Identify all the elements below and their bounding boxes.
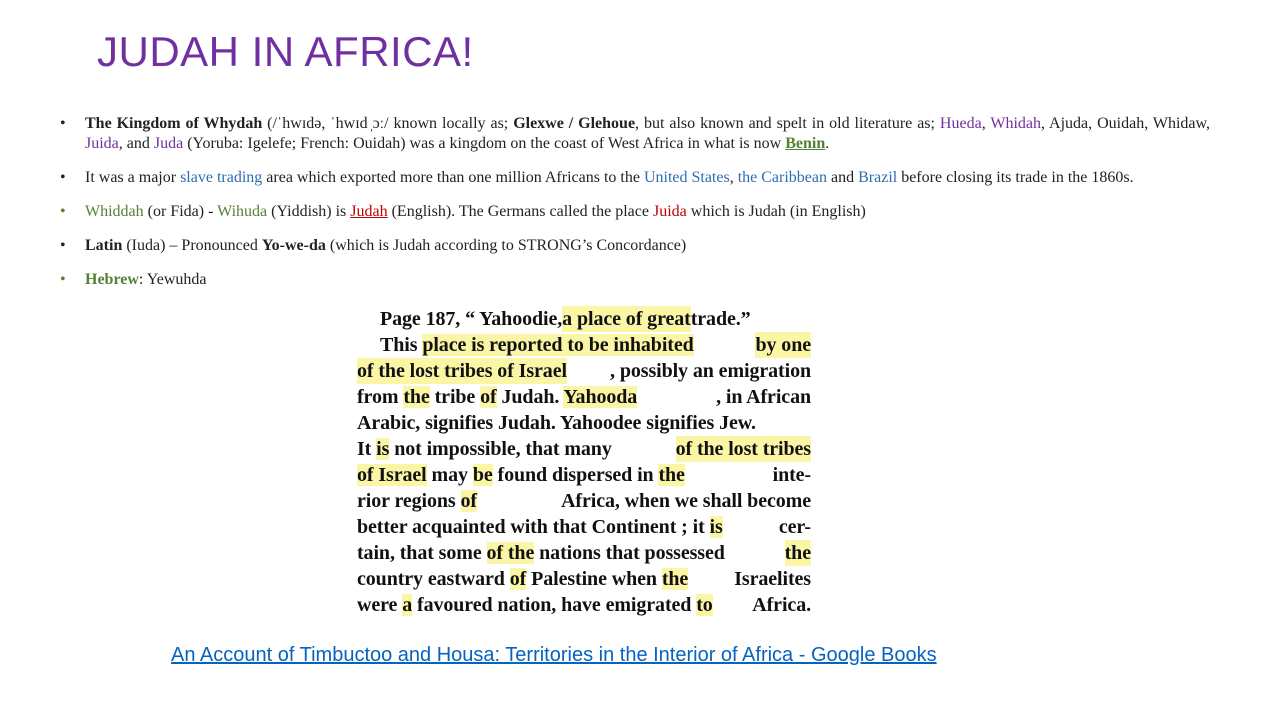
excerpt-text: , possibly an emigration xyxy=(610,360,811,382)
excerpt-highlight: of xyxy=(509,568,527,590)
excerpt-line xyxy=(357,592,811,618)
text-latin: Latin xyxy=(85,237,123,254)
excerpt-line xyxy=(357,566,811,592)
excerpt-highlight: of the lost tribes of Israel xyxy=(357,360,567,382)
text-united-states: United States xyxy=(643,169,730,186)
excerpt-line xyxy=(357,462,811,488)
excerpt-line xyxy=(357,540,811,566)
text-juida: Juida xyxy=(652,203,687,220)
text-yoruba-kingdom: (Yoruba: Igelefe; French: Ouidah) was a kingdom on the coast of West Africa in what is now xyxy=(183,135,786,152)
excerpt-highlight: is xyxy=(376,438,390,460)
excerpt-highlight: of the lost tribes xyxy=(675,438,811,460)
text-also-known: , but also known and spelt in old literature as; xyxy=(635,115,940,132)
excerpt-highlight: the xyxy=(784,542,811,564)
text-caribbean: the Caribbean xyxy=(737,169,827,186)
excerpt-line xyxy=(357,332,811,358)
excerpt-highlight: the xyxy=(661,568,689,590)
text-closing: before closing its trade in the 1860s. xyxy=(897,169,1134,186)
text-hebrew: Hebrew xyxy=(85,271,139,288)
bullet-marker: • xyxy=(60,169,66,186)
text-pronunciation: (/ˈhwɪdə, ˈhwɪd ̩ɔː/ known locally as; xyxy=(262,115,514,132)
bullet-marker: • xyxy=(60,203,66,220)
excerpt-highlight: of Israel xyxy=(357,464,427,486)
text-slave-trading: slave trading xyxy=(180,169,263,186)
excerpt-highlight: place is reported to be inhabited xyxy=(422,334,694,356)
excerpt-highlight: be xyxy=(472,464,493,486)
text-germans: (English). The Germans called the place xyxy=(387,203,653,220)
bullet-item-hebrew xyxy=(60,270,1210,290)
excerpt-line xyxy=(357,410,811,436)
bullet-item-slave-trading xyxy=(60,168,1210,188)
excerpt-text: Africa. xyxy=(752,594,811,616)
text-wihuda: Wihuda xyxy=(217,203,268,220)
excerpt-line xyxy=(357,358,811,384)
excerpt-highlight: Yahooda xyxy=(563,386,638,408)
book-excerpt-image xyxy=(357,306,811,618)
text-comma: , xyxy=(729,169,738,186)
excerpt-text: This place is reported to be inhabited xyxy=(380,334,694,356)
excerpt-text: Arabic, signifies Judah. Yahoodee signifies Jew. xyxy=(357,412,756,434)
text-period: . xyxy=(825,135,830,152)
bullet-marker: • xyxy=(60,271,66,288)
excerpt-text: were a favoured nation, have emigrated to xyxy=(357,594,713,616)
excerpt-highlight: of xyxy=(480,386,497,408)
text-ajuda-list: , Ajuda, Ouidah, Whidaw, xyxy=(1041,115,1211,132)
text-yo-we-da: Yo-we-da xyxy=(261,237,326,254)
text-juida: Juida xyxy=(85,135,119,152)
excerpt-highlight: a place of great xyxy=(562,308,691,330)
text-which-is-judah: which is Judah (in English) xyxy=(686,203,866,220)
excerpt-text: country eastward of Palestine when the xyxy=(357,568,689,590)
bullet-list xyxy=(60,114,1210,304)
excerpt-text: cer- xyxy=(778,516,811,538)
text-and: and xyxy=(827,169,859,186)
link-judah[interactable]: Judah xyxy=(350,203,388,220)
excerpt-text: Africa, when we shall become xyxy=(561,490,811,512)
text-iuda: (Iuda) – Pronounced xyxy=(122,237,262,254)
slide-title: JUDAH IN AFRICA! xyxy=(97,28,474,75)
excerpt-text: from the tribe of Judah. Yahooda xyxy=(357,386,638,408)
excerpt-text: of Israel may be found dispersed in the xyxy=(357,464,685,486)
text-major: It was a major xyxy=(85,169,181,186)
excerpt-highlight: by one xyxy=(755,334,811,356)
excerpt-text: rior regions of xyxy=(357,490,477,512)
bullet-item-latin xyxy=(60,236,1210,256)
text-yewuhda: : Yewuhda xyxy=(138,271,207,288)
excerpt-highlight: the xyxy=(658,464,685,486)
excerpt-text: inte- xyxy=(772,464,811,486)
excerpt-highlight: the xyxy=(403,386,430,408)
google-books-link[interactable]: An Account of Timbuctoo and Housa: Territories in the Interior of Africa - Google Books xyxy=(171,644,937,666)
excerpt-text: It is not impossible, that many xyxy=(357,438,612,460)
excerpt-highlight: a xyxy=(402,594,413,616)
excerpt-line xyxy=(357,488,811,514)
text-juda: Juda xyxy=(153,135,184,152)
bullet-item-whydah xyxy=(60,114,1210,154)
excerpt-text: trade.” xyxy=(690,308,751,330)
text-brazil: Brazil xyxy=(858,169,898,186)
link-benin[interactable]: Benin xyxy=(785,135,826,152)
excerpt-highlight: of the xyxy=(486,542,535,564)
excerpt-highlight: to xyxy=(696,594,713,616)
text-and: , and xyxy=(118,135,154,152)
excerpt-text: tain, that some of the nations that possessed xyxy=(357,542,725,564)
text-strongs: (which is Judah according to STRONG’s Concordance) xyxy=(325,237,687,254)
text-yiddish-is: (Yiddish) is xyxy=(267,203,351,220)
bullet-item-whiddah xyxy=(60,202,1210,222)
excerpt-line xyxy=(357,384,811,410)
bullet-marker: • xyxy=(60,115,66,132)
text-hueda: Hueda xyxy=(939,115,982,132)
excerpt-line xyxy=(357,306,811,332)
text-exported: area which exported more than one million Africans to the xyxy=(262,169,644,186)
text-glexwe: Glexwe / Glehoue xyxy=(513,115,636,132)
excerpt-text: Page 187, “ Yahoodie, xyxy=(380,308,563,330)
excerpt-line xyxy=(357,436,811,462)
excerpt-line xyxy=(357,514,811,540)
excerpt-text: Israelites xyxy=(734,568,811,590)
text-whidah: Whidah xyxy=(990,115,1041,132)
excerpt-text: better acquainted with that Continent ; it is xyxy=(357,516,723,538)
text-comma: , xyxy=(981,115,991,132)
bullet-marker: • xyxy=(60,237,66,254)
excerpt-text: , in African xyxy=(716,386,811,408)
excerpt-highlight: of xyxy=(460,490,477,512)
text-whiddah: Whiddah xyxy=(85,203,144,220)
text-or-fida: (or Fida) - xyxy=(143,203,218,220)
text-kingdom-of-whydah: The Kingdom of Whydah xyxy=(85,115,263,132)
excerpt-highlight: is xyxy=(709,516,723,538)
